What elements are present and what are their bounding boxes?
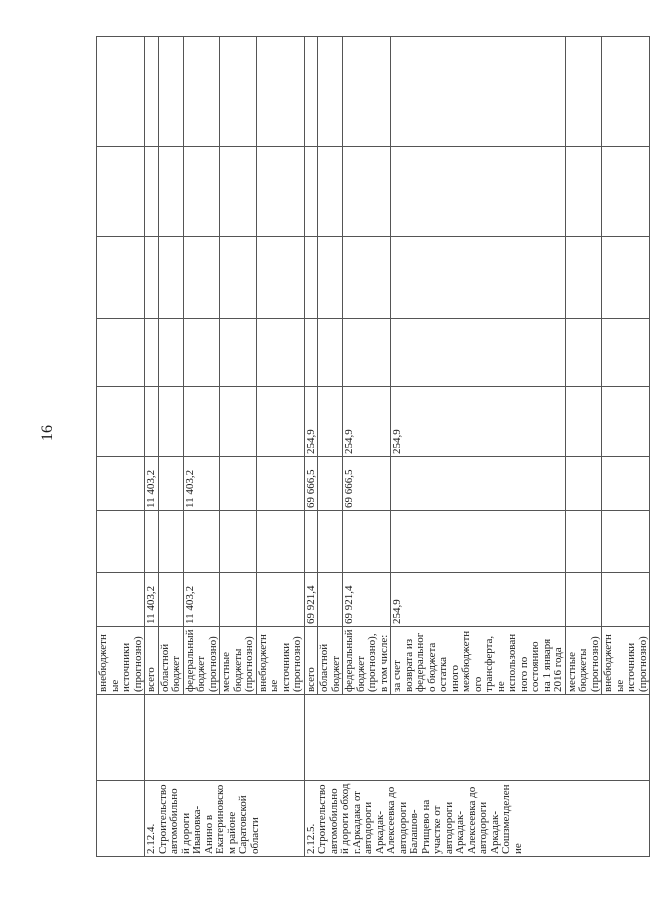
amount-cell [183, 387, 220, 457]
funding-source-cell: внебюджетные источники (прогнозно) [602, 627, 650, 695]
funding-source-cell: всего [304, 627, 318, 695]
amount-cell [158, 147, 183, 237]
measure-name-cell: 2.12.4. Строительство автомобильной дороги Ивановка-Анино в Екатериновском районе Саратовской области [145, 781, 305, 857]
amount-cell [318, 387, 343, 457]
amount-cell [565, 573, 602, 627]
amount-cell [183, 319, 220, 387]
funding-source-cell: областной бюджет [318, 627, 343, 695]
amount-cell [97, 573, 145, 627]
funding-source-cell: за счет возврата из федерального бюджета остатка иного межбюджетного трансферта, не использованного по состоянию на 1 января 2016 года [391, 627, 566, 695]
amount-cell [145, 237, 159, 319]
amount-cell [97, 37, 145, 147]
amount-cell [158, 319, 183, 387]
amount-cell [158, 573, 183, 627]
amount-cell [145, 147, 159, 237]
amount-cell [97, 319, 145, 387]
funding-source-cell: областной бюджет [158, 627, 183, 695]
amount-cell [391, 319, 566, 387]
amount-cell [565, 147, 602, 237]
table-row [97, 37, 145, 857]
executor-cell [304, 695, 650, 781]
measure-name-cell: 2.12.5. Строительство автомобильной дороги обход г.Аркадака от автодороги Аркадак-Алексеевка до автодороги Балашов-Ртищево на участке от автодороги Аркадак-Алексеевка до автодороги Аркадак-Сошзмелделение [304, 781, 650, 857]
amount-cell [220, 511, 257, 573]
amount-cell [256, 573, 304, 627]
table-row [145, 37, 159, 857]
amount-cell [565, 37, 602, 147]
amount-cell [183, 237, 220, 319]
funding-source-cell: федеральный бюджет (прогнозно), в том числе: [343, 627, 391, 695]
amount-cell: 11 403,2 [183, 573, 220, 627]
amount-cell [343, 147, 391, 237]
amount-cell [183, 147, 220, 237]
amount-cell [318, 511, 343, 573]
amount-cell [220, 319, 257, 387]
amount-cell [183, 37, 220, 147]
amount-cell [256, 237, 304, 319]
amount-cell [220, 147, 257, 237]
amount-cell [343, 319, 391, 387]
amount-cell [158, 457, 183, 511]
amount-cell [256, 319, 304, 387]
amount-cell [602, 37, 650, 147]
funding-source-cell: местные бюджеты (прогнозно) [220, 627, 257, 695]
amount-cell [318, 147, 343, 237]
amount-cell [304, 37, 318, 147]
amount-cell [318, 457, 343, 511]
amount-cell [343, 237, 391, 319]
amount-cell [158, 511, 183, 573]
amount-cell [391, 147, 566, 237]
amount-cell [304, 237, 318, 319]
amount-cell: 69 666,5 [304, 457, 318, 511]
amount-cell [304, 147, 318, 237]
budget-table [96, 36, 650, 857]
amount-cell [602, 319, 650, 387]
amount-cell: 11 403,2 [145, 457, 159, 511]
amount-cell [220, 457, 257, 511]
amount-cell [158, 387, 183, 457]
amount-cell [256, 511, 304, 573]
funding-source-cell: местные бюджеты (прогнозно) [565, 627, 602, 695]
amount-cell: 11 403,2 [183, 457, 220, 511]
amount-cell [97, 147, 145, 237]
amount-cell [391, 237, 566, 319]
amount-cell: 11 403,2 [145, 573, 159, 627]
amount-cell [318, 37, 343, 147]
page-number: 16 [39, 425, 56, 441]
amount-cell [220, 37, 257, 147]
amount-cell [565, 457, 602, 511]
funding-source-cell: внебюджетные источники (прогнозно) [97, 627, 145, 695]
amount-cell [318, 319, 343, 387]
amount-cell: 69 666,5 [343, 457, 391, 511]
amount-cell [602, 147, 650, 237]
amount-cell [565, 237, 602, 319]
amount-cell [602, 457, 650, 511]
table-row [304, 37, 318, 857]
amount-cell [158, 37, 183, 147]
amount-cell [343, 37, 391, 147]
amount-cell [602, 387, 650, 457]
amount-cell [97, 237, 145, 319]
amount-cell [304, 319, 318, 387]
amount-cell [318, 573, 343, 627]
amount-cell [220, 237, 257, 319]
measure-name-cell [97, 781, 145, 857]
amount-cell [602, 573, 650, 627]
amount-cell [343, 511, 391, 573]
rotated-table-wrapper [96, 37, 649, 857]
executor-cell [97, 695, 145, 781]
amount-cell [145, 319, 159, 387]
amount-cell [220, 573, 257, 627]
amount-cell [256, 37, 304, 147]
amount-cell: 254,9 [343, 387, 391, 457]
funding-source-cell: всего [145, 627, 159, 695]
amount-cell [145, 37, 159, 147]
amount-cell [602, 237, 650, 319]
amount-cell: 254,9 [391, 387, 566, 457]
amount-cell [158, 237, 183, 319]
executor-cell [145, 695, 305, 781]
amount-cell [565, 511, 602, 573]
amount-cell [97, 511, 145, 573]
amount-cell [391, 457, 566, 511]
amount-cell [145, 387, 159, 457]
amount-cell [391, 511, 566, 573]
amount-cell [220, 387, 257, 457]
amount-cell [256, 147, 304, 237]
amount-cell [97, 387, 145, 457]
funding-source-cell: федеральный бюджет (прогнозно) [183, 627, 220, 695]
amount-cell: 69 921,4 [343, 573, 391, 627]
amount-cell [304, 511, 318, 573]
amount-cell: 254,9 [391, 573, 566, 627]
amount-cell [256, 457, 304, 511]
amount-cell [565, 319, 602, 387]
funding-source-cell: внебюджетные источники (прогнозно) [256, 627, 304, 695]
amount-cell [256, 387, 304, 457]
amount-cell: 254,9 [304, 387, 318, 457]
amount-cell [183, 511, 220, 573]
amount-cell [97, 457, 145, 511]
amount-cell [602, 511, 650, 573]
amount-cell: 69 921,4 [304, 573, 318, 627]
amount-cell [145, 511, 159, 573]
amount-cell [318, 237, 343, 319]
amount-cell [391, 37, 566, 147]
amount-cell [565, 387, 602, 457]
